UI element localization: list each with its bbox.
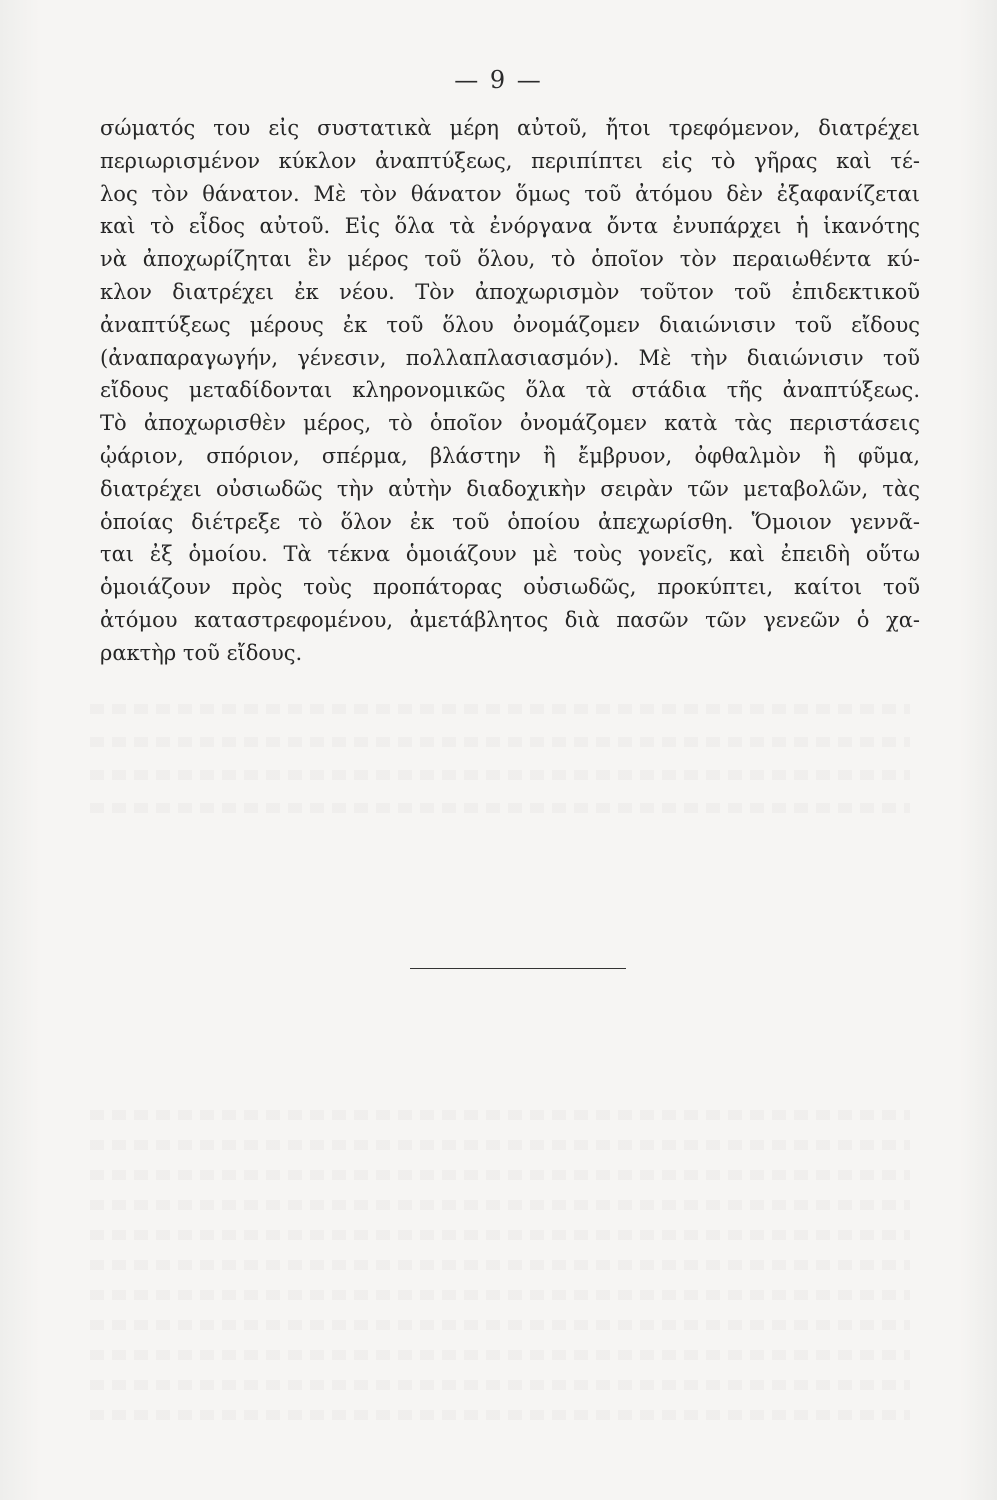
text-line: ται ἐξ ὁμοίου. Τὰ τέκνα ὁμοιάζουν μὲ τοὺς γονεῖς, καὶ ἐπειδὴ οὕτω: [100, 542, 920, 567]
show-through-texture: [90, 1380, 910, 1390]
show-through-texture: [90, 1260, 910, 1270]
show-through-texture: [90, 704, 910, 714]
body-paragraph: [100, 112, 920, 670]
show-through-texture: [90, 803, 910, 813]
show-through-texture: [90, 1170, 910, 1180]
text-line: σώματός του εἰς συστατικὰ μέρη αὐτοῦ, ἤτοι τρεφόμενον, διατρέχει: [100, 116, 920, 140]
show-through-texture: [90, 737, 910, 747]
text-line: κλον διατρέχει ἐκ νέου. Τὸν ἀποχωρισμὸν τοῦτον τοῦ ἐπιδεκτικοῦ: [100, 279, 920, 304]
show-through-texture: [90, 1320, 910, 1330]
show-through-texture: [90, 1290, 910, 1300]
text-line: ὁποίας διέτρεξε τὸ ὅλον ἐκ τοῦ ὁποίου ἀπεχωρίσθη. Ὅμοιον γεννᾶ-: [100, 509, 920, 534]
show-through-texture: [90, 770, 910, 780]
text-line: ὁμοιάζουν πρὸς τοὺς προπάτορας οὐσιωδῶς, προκύπτει, καίτοι τοῦ: [100, 575, 920, 600]
text-line: λος τὸν θάνατον. Μὲ τὸν θάνατον ὅμως τοῦ ἀτόμου δὲν ἐξαφανίζεται: [100, 181, 920, 206]
text-line: Τὸ ἀποχωρισθὲν μέρος, τὸ ὁποῖον ὀνομάζομεν κατὰ τὰς περιστάσεις: [100, 411, 920, 436]
text-line-final: ρακτὴρ τοῦ εἴδους.: [100, 640, 303, 665]
text-line: ᾠάριον, σπόριον, σπέρμα, βλάστην ἢ ἔμβρυον, ὀφθαλμὸν ἢ φῦμα,: [100, 443, 920, 468]
show-through-texture: [90, 1350, 910, 1360]
section-divider: [410, 968, 626, 969]
text-line: περιωρισμένον κύκλον ἀναπτύξεως, περιπίπτει εἰς τὸ γῆρας καὶ τέ-: [100, 148, 920, 173]
page-number: — 9 —: [454, 66, 543, 94]
text-line: νὰ ἀποχωρίζηται ἓν μέρος τοῦ ὅλου, τὸ ὁποῖον τὸν περαιωθέντα κύ-: [100, 247, 920, 272]
show-through-texture: [90, 1140, 910, 1150]
show-through-texture: [90, 1230, 910, 1240]
text-line: ἀτόμου καταστρεφομένου, ἀμετάβλητος διὰ πασῶν τῶν γενεῶν ὁ χα-: [100, 607, 920, 632]
text-line: ἀναπτύξεως μέρους ἐκ τοῦ ὅλου ὀνομάζομεν διαιώνισιν τοῦ εἴδους: [100, 312, 920, 337]
text-line: εἴδους μεταδίδονται κληρονομικῶς ὅλα τὰ στάδια τῆς ἀναπτύξεως.: [100, 378, 920, 403]
show-through-texture: [90, 1200, 910, 1210]
text-line: καὶ τὸ εἶδος αὐτοῦ. Εἰς ὅλα τὰ ἐνόργανα ὄντα ἐνυπάρχει ἡ ἱκανότης: [100, 214, 920, 239]
show-through-texture: [90, 1410, 910, 1420]
text-line: (ἀναπαραγωγήν, γένεσιν, πολλαπλασιασμόν). Μὲ τὴν διαιώνισιν τοῦ: [100, 345, 920, 370]
text-line: διατρέχει οὐσιωδῶς τὴν αὐτὴν διαδοχικὴν σειρὰν τῶν μεταβολῶν, τὰς: [100, 476, 920, 501]
show-through-texture: [90, 1110, 910, 1120]
